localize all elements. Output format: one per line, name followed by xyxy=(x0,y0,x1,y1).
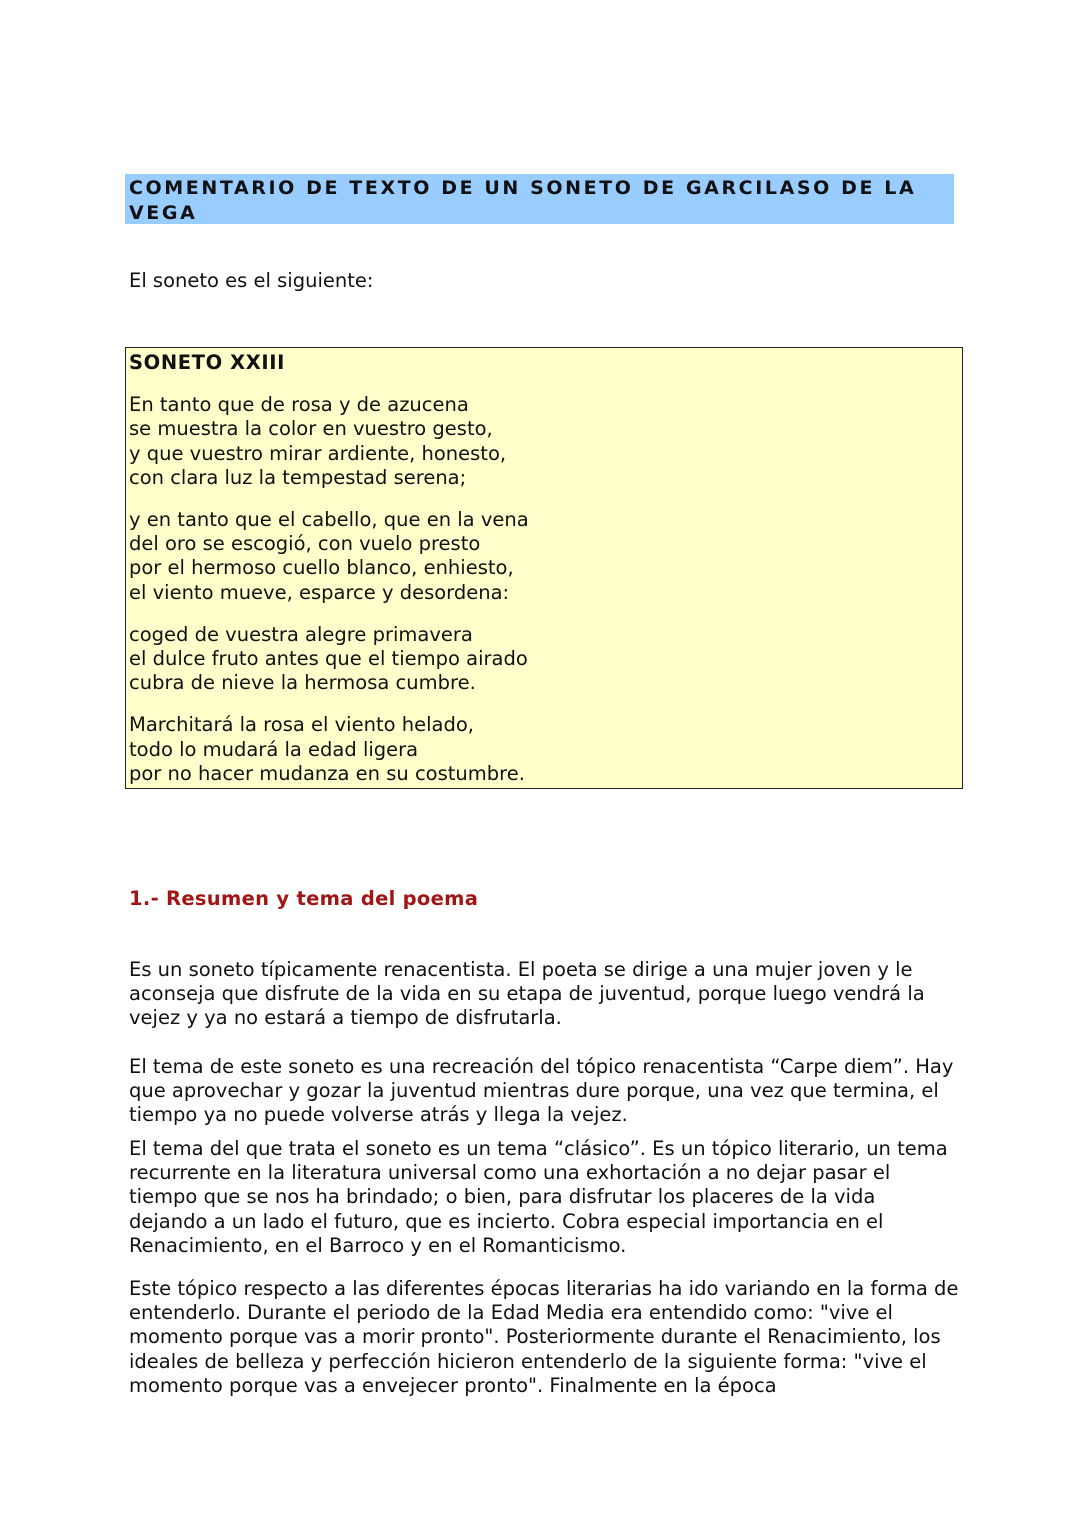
paragraph: El tema de este soneto es una recreación del tópico renacentista “Carpe diem”. Hay que aprovechar y gozar la juventud mientras dure porque, una vez que termina, el tiempo ya no puede volverse atrás y llega la vejez. xyxy=(129,1055,954,1127)
section-heading: 1.- Resumen y tema del poema xyxy=(129,887,479,910)
poem-line: todo lo mudará la edad ligera xyxy=(129,737,419,761)
paragraph: Este tópico respecto a las diferentes épocas literarias ha ido variando en la forma de entenderlo. Durante el periodo de la Edad Media era entendido como: "vive el momento porque vas a morir pronto". Posteriormente durante el Renacimiento, los ideales de belleza y perfección hicieron entenderlo de la siguiente forma: "vive el momento porque vas a envejecer pronto". Finalmente en la época xyxy=(129,1277,959,1397)
poem-stanza-2 xyxy=(129,508,959,605)
poem-line: y que vuestro mirar ardiente, honesto, xyxy=(129,441,507,465)
poem-line: En tanto que de rosa y de azucena xyxy=(129,393,469,417)
paragraph: Es un soneto típicamente renacentista. El poeta se dirige a una mujer joven y le aconseja que disfrute de la vida en su etapa de juventud, porque luego vendrá la vejez y ya no estará a tiempo de disfrutarla. xyxy=(129,958,925,1030)
poem-line: coged de vuestra alegre primavera xyxy=(129,622,473,646)
poem-line: Marchitará la rosa el viento helado, xyxy=(129,713,474,737)
poem-line: por el hermoso cuello blanco, enhiesto, xyxy=(129,556,514,580)
intro-text: El soneto es el siguiente: xyxy=(129,269,374,292)
poem-line: el viento mueve, esparce y desordena: xyxy=(129,580,510,604)
paragraph: El tema del que trata el soneto es un tema “clásico”. Es un tópico literario, un tema recurrente en la literatura universal como una exhortación a no dejar pasar el tiempo que se nos ha brindado; o bien, para disfrutar los placeres de la vida dejando a un lado el futuro, que es incierto. Cobra especial importancia en el Renacimiento, en el Barroco y en el Romanticismo. xyxy=(129,1137,948,1257)
poem-line: cubra de nieve la hermosa cumbre. xyxy=(129,671,476,695)
document-title: COMENTARIO DE TEXTO DE UN SONETO DE GARCILASO DE LA VEGA xyxy=(125,174,954,224)
poem-line: el dulce fruto antes que el tiempo airado xyxy=(129,647,528,671)
poem-title: SONETO XXIII xyxy=(129,351,285,374)
poem-stanza-3 xyxy=(129,623,959,696)
poem-line: del oro se escogió, con vuelo presto xyxy=(129,532,481,556)
poem-line: por no hacer mudanza en su costumbre. xyxy=(129,761,525,785)
poem-line: y en tanto que el cabello, que en la vena xyxy=(129,508,529,532)
poem-box xyxy=(125,347,963,789)
poem-stanza-4 xyxy=(129,713,959,786)
poem-line: se muestra la color en vuestro gesto, xyxy=(129,417,493,441)
poem-stanza-1 xyxy=(129,393,959,490)
poem-line: con clara luz la tempestad serena; xyxy=(129,465,467,489)
